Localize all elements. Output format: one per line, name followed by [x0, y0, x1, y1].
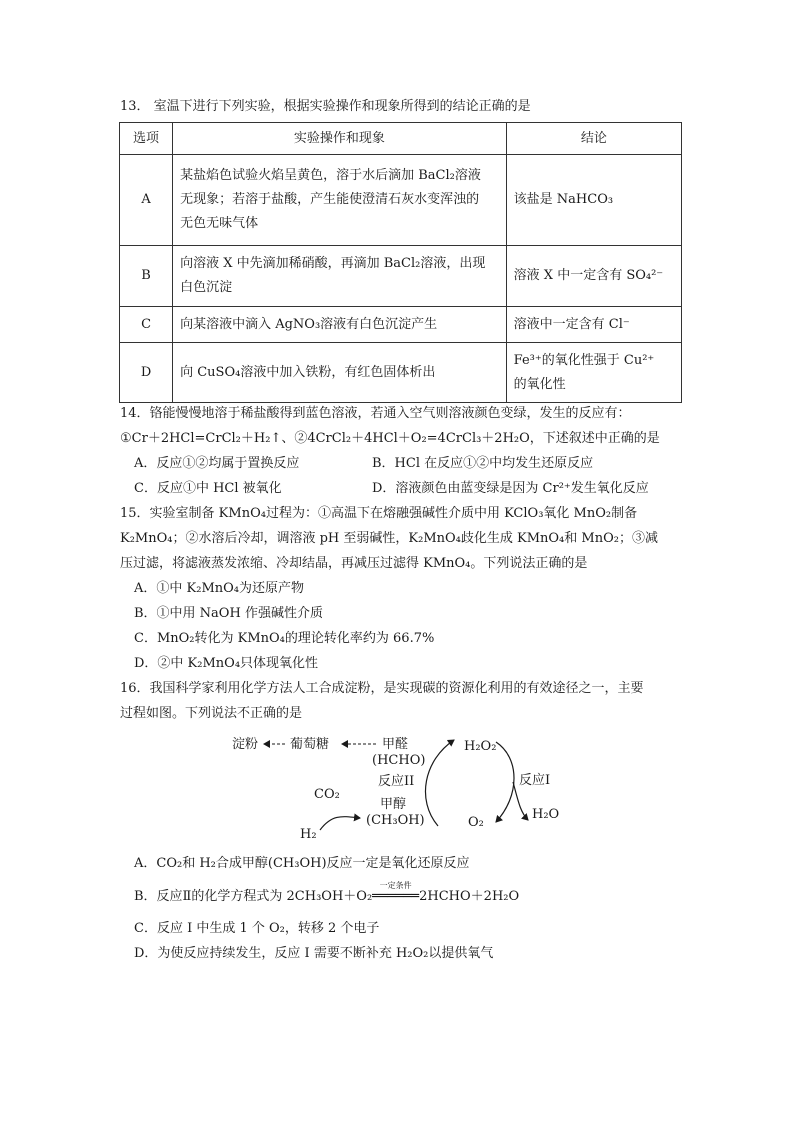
row-d-option: D: [120, 343, 173, 403]
q13-stem: 13． 室温下进行下列实验，根据实验操作和现象所得到的结论正确的是: [120, 99, 531, 114]
h2-label: H₂: [300, 827, 317, 842]
row-d-con-line1: Fe³⁺的氧化性强于 Cu²⁺: [513, 352, 655, 368]
row-a-op-line2: 无现象；若溶于盐酸，产生能使澄清石灰水变浑浊的: [180, 192, 480, 207]
row-a-op-line3: 无色无味气体: [180, 216, 259, 231]
arrow-h2o2-to-o2: [496, 742, 514, 822]
q15-option-c: C．MnO₂转化为 KMnO₄的理论转化率约为 66.7%: [134, 631, 435, 646]
q16-option-b-suffix: 2HCHO＋2H₂O: [419, 889, 520, 904]
row-d-conclusion: [506, 343, 681, 403]
q15-stem-line2: K₂MnO₄；②水溶后冷却，调溶液 pH 至弱碱性，K₂MnO₄歧化生成 KMnO₄和 MnO₂；③减: [120, 531, 658, 546]
row-b-op-line1: 向溶液 X 中先滴加稀硝酸，再滴加 BaCl₂溶液，出现: [180, 256, 486, 271]
header-operation: 实验操作和现象: [173, 123, 507, 155]
row-c-op-line1: 向某溶液中滴入 AgNO₃溶液有白色沉淀产生: [180, 316, 438, 332]
q16-option-a: A．CO₂和 H₂合成甲醇(CH₃OH)反应一定是氧化还原反应: [134, 856, 470, 871]
row-a-conclusion: [506, 155, 681, 246]
condition-label: 一定条件: [379, 881, 412, 890]
row-b-operation: [173, 246, 507, 307]
glucose-label: 葡萄糖: [290, 737, 330, 752]
q14-option-d: D．溶液颜色由蓝变绿是因为 Cr²⁺发生氧化反应: [372, 481, 649, 496]
row-b-con-line1: 溶液 X 中一定含有 SO₄²⁻: [513, 268, 664, 283]
header-option: 选项: [120, 123, 173, 155]
header-conclusion: 结论: [506, 123, 681, 155]
methanol-formula: (CH₃OH): [366, 813, 425, 828]
row-b-op-line2: 白色沉淀: [180, 280, 233, 295]
q16-stem-line2: 过程如图。下列说法不正确的是: [120, 706, 303, 721]
q16-option-d: D．为使反应持续发生，反应 I 需要不断补充 H₂O₂以提供氧气: [134, 946, 494, 961]
q14-option-c: C．反应①中 HCl 被氧化: [134, 481, 282, 496]
row-a-con-line1: 该盐是 NaHCO₃: [513, 192, 614, 207]
table-header-row: [120, 123, 682, 155]
arrow-o2-to-h2o2: [425, 740, 454, 826]
arrow-to-methanol: [320, 817, 360, 830]
row-b-conclusion: [506, 246, 681, 307]
row-a-option: A: [120, 155, 173, 246]
q16-stem-line1: 16．我国科学家利用化学方法人工合成淀粉，是实现碳的资源化利用的有效途径之一，主要: [120, 681, 644, 696]
q15-stem-line1: 15．实验室制备 KMnO₄过程为：①高温下在熔融强碱性介质中用 KClO₃氧化 MnO₂制备: [120, 506, 638, 521]
row-d-con-line2: 的氧化性: [513, 376, 566, 392]
q16-option-b-prefix: B．反应Ⅱ的化学方程式为 2CH₃OH＋O₂: [134, 889, 373, 904]
table-row-a: [120, 155, 682, 246]
formaldehyde-name: 甲醛: [382, 737, 409, 752]
table-row-b: [120, 246, 682, 307]
h2o-label: H₂O: [532, 807, 560, 822]
h2o2-label: H₂O₂: [464, 739, 497, 754]
starch-label: 淀粉: [232, 737, 259, 752]
row-c-conclusion: [506, 307, 681, 343]
formaldehyde-formula: (HCHO): [372, 753, 426, 768]
row-c-option: C: [120, 307, 173, 343]
methanol-name: 甲醇: [380, 797, 407, 812]
reaction-i-label: 反应I: [519, 773, 551, 788]
row-d-operation: [173, 343, 507, 403]
experiment-table: [119, 122, 682, 403]
q15-stem-line3: 压过滤，将滤液蒸发浓缩、冷却结晶，再减压过滤得 KMnO₄。下列说法正确的是: [120, 556, 588, 571]
table-row-c: [120, 307, 682, 343]
reaction-ii-label: 反应II: [378, 774, 415, 789]
row-b-option: B: [120, 246, 173, 307]
q16-option-b: [134, 881, 520, 906]
q15-option-a: A．①中 K₂MnO₄为还原产物: [134, 581, 304, 596]
synthesis-diagram: [228, 730, 568, 846]
q14-stem-line2: ①Cr＋2HCl=CrCl₂＋H₂↑、②4CrCl₂＋4HCl＋O₂=4CrCl₃＋2H₂O，下述叙述中正确的是: [120, 431, 660, 446]
row-c-operation: [173, 307, 507, 343]
co2-label: CO₂: [314, 787, 340, 802]
q14-stem-line1: 14．铬能慢慢地溶于稀盐酸得到蓝色溶液，若通入空气则溶液颜色变绿，发生的反应有：: [120, 406, 631, 421]
q14-option-b: B．HCl 在反应①②中均发生还原反应: [372, 456, 594, 471]
row-a-op-line1: 某盐焰色试验火焰呈黄色，溶于水后滴加 BaCl₂溶液: [180, 168, 481, 183]
table-row-d: [120, 343, 682, 403]
row-d-op-line1: 向 CuSO₄溶液中加入铁粉，有红色固体析出: [180, 364, 436, 380]
row-c-con-line1: 溶液中一定含有 Cl⁻: [513, 316, 630, 332]
condition-arrow: 一定条件 ══════: [372, 888, 419, 906]
q14-option-a: A．反应①②均属于置换反应: [134, 456, 300, 471]
q15-option-d: D．②中 K₂MnO₄只体现氧化性: [134, 656, 319, 671]
q15-option-b: B．①中用 NaOH 作强碱性介质: [134, 606, 323, 621]
o2-label: O₂: [468, 815, 484, 830]
row-a-operation: [173, 155, 507, 246]
q16-option-c: C．反应 I 中生成 1 个 O₂，转移 2 个电子: [134, 921, 380, 936]
